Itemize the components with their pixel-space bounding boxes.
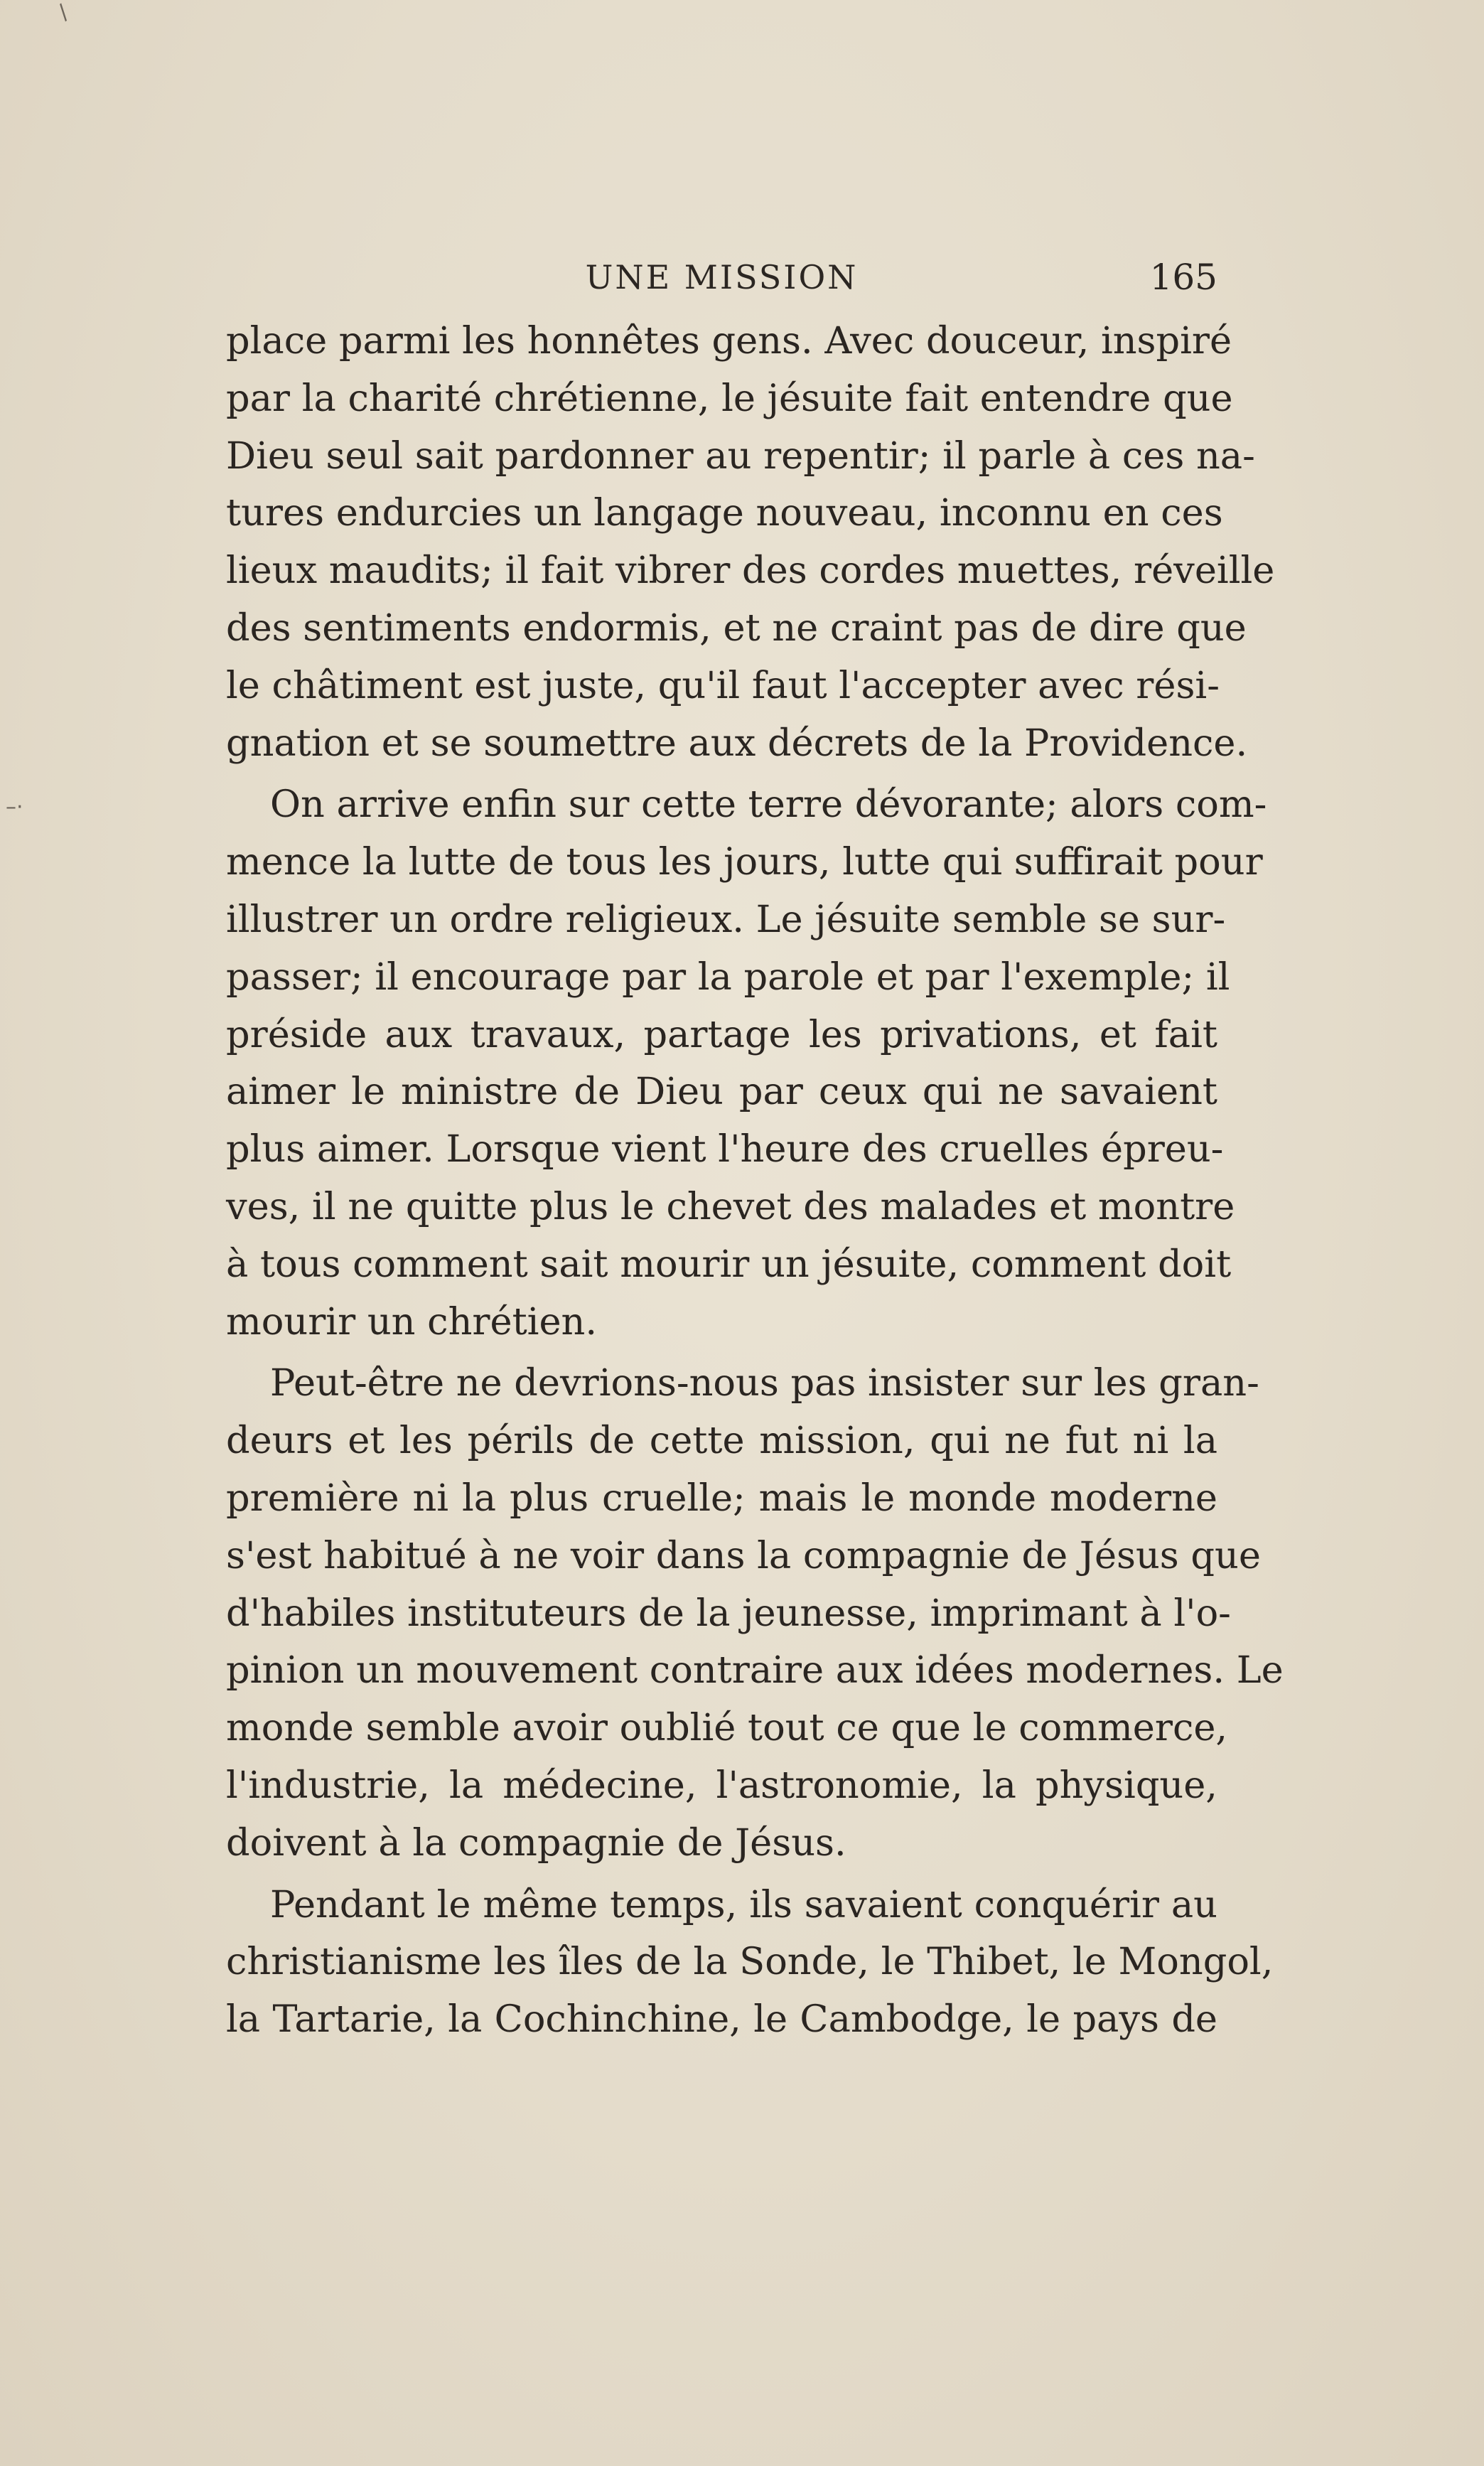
- text-line: d'habiles instituteurs de la jeunesse, imprimant à l'o-: [226, 1591, 1231, 1635]
- text-line: Dieu seul sait pardonner au repentir; il parle à ces na-: [226, 434, 1255, 478]
- text-line: préside aux travaux, partage les privations, et fait: [226, 1012, 1217, 1056]
- text-line: mence la lutte de tous les jours, lutte qui suffirait pour: [226, 840, 1263, 884]
- text-line: mourir un chrétien.: [226, 1299, 598, 1344]
- text-line: première ni la plus cruelle; mais le monde moderne: [226, 1476, 1217, 1520]
- text-line: On arrive enfin sur cette terre dévorante; alors com-: [270, 783, 1267, 827]
- margin-mark: –·: [6, 795, 23, 820]
- text-line: lieux maudits; il fait vibrer des cordes muettes, réveille: [226, 549, 1275, 593]
- text-line: tures endurcies un langage nouveau, inconnu en ces: [226, 491, 1223, 535]
- text-line: aimer le ministre de Dieu par ceux qui ne savaient: [226, 1070, 1217, 1114]
- running-title: UNE MISSION: [585, 258, 859, 296]
- text-line: monde semble avoir oublié tout ce que le commerce,: [226, 1706, 1228, 1750]
- text-line: à tous comment sait mourir un jésuite, comment doit: [226, 1242, 1232, 1286]
- body-text: [226, 313, 1284, 2049]
- text-line: Pendant le même temps, ils savaient conquérir au: [270, 1882, 1217, 1926]
- text-line: le châtiment est juste, qu'il faut l'accepter avec rési-: [226, 663, 1220, 707]
- paragraph-4: [226, 1877, 1274, 2049]
- text-line: Peut-être ne devrions-nous pas insister sur les gran-: [270, 1361, 1259, 1405]
- corner-pencil-mark: /: [53, 0, 74, 25]
- text-line: gnation et se soumettre aux décrets de la Providence.: [226, 721, 1248, 765]
- text-line: s'est habitué à ne voir dans la compagnie de Jésus que: [226, 1533, 1261, 1577]
- text-line: l'industrie, la médecine, l'astronomie, la physique,: [226, 1763, 1217, 1807]
- text-line: passer; il encourage par la parole et par l'exemple; il: [226, 955, 1230, 999]
- text-line: des sentiments endormis, et ne craint pas de dire que: [226, 606, 1247, 650]
- text-line: la Tartarie, la Cochinchine, le Cambodge, le pays de: [226, 1998, 1217, 2042]
- text-line: place parmi les honnêtes gens. Avec douceur, inspiré: [226, 319, 1232, 363]
- running-head: [226, 252, 1217, 302]
- text-line: doivent à la compagnie de Jésus.: [226, 1821, 846, 1865]
- text-line: pinion un mouvement contraire aux idées modernes. Le: [226, 1649, 1284, 1693]
- text-line: plus aimer. Lorsque vient l'heure des cruelles épreu-: [226, 1127, 1224, 1172]
- page-number: 165: [1149, 257, 1217, 298]
- text-line: par la charité chrétienne, le jésuite fait entendre que: [226, 376, 1233, 420]
- text-line: ves, il ne quitte plus le chevet des malades et montre: [226, 1184, 1235, 1228]
- paragraph-3: [226, 1355, 1284, 1872]
- text-line: christianisme les îles de la Sonde, le Thibet, le Mongol,: [226, 1940, 1274, 1984]
- paragraph-2: [226, 776, 1267, 1351]
- text-line: deurs et les périls de cette mission, qui ne fut ni la: [226, 1419, 1217, 1463]
- text-line: illustrer un ordre religieux. Le jésuite semble se sur-: [226, 897, 1226, 941]
- paragraph-1: [226, 313, 1275, 772]
